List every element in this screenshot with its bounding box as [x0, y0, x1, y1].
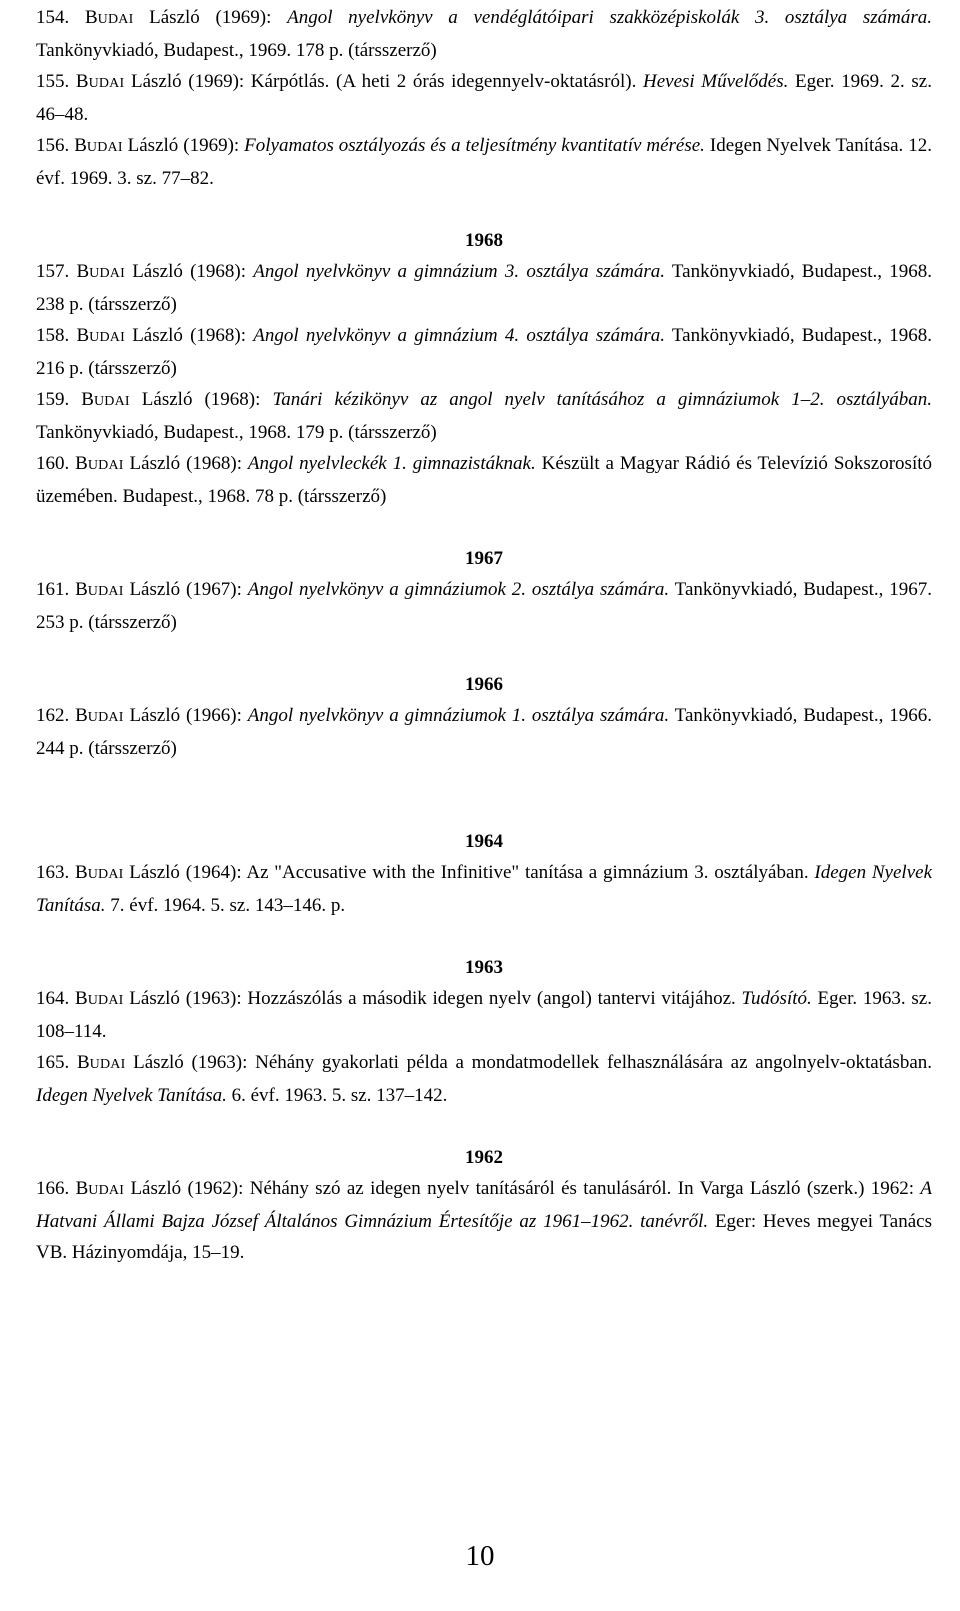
- entry-title: Angol nyelvkönyv a gimnázium 3. osztálya számára.: [253, 261, 665, 282]
- entry-number: 154.: [36, 7, 70, 28]
- author-smallcaps: UDAI: [89, 1057, 126, 1072]
- entry-title: Angol nyelvkönyv a gimnáziumok 1. osztálya számára.: [247, 705, 670, 726]
- entry-rest: Tankönyvkiadó, Budapest., 1968. 179 p. (társszerző): [36, 422, 437, 443]
- year-heading: 1968: [465, 230, 503, 251]
- author-initial: B: [76, 1052, 90, 1073]
- entry-number: 162.: [36, 705, 70, 726]
- entry-title: Angol nyelvkönyv a vendéglátóipari szakközépiskolák 3. osztálya számára.: [287, 7, 933, 28]
- bibliography-entry: [36, 1047, 932, 1111]
- author-rest: László (1969): Kárpótlás. (A heti 2 órás idegennyelv-oktatásról).: [124, 71, 643, 92]
- bibliography-entry: [36, 384, 932, 448]
- entry-title: Tudósító.: [741, 988, 812, 1009]
- author-rest: László (1969):: [122, 135, 245, 156]
- entry-title: Folyamatos osztályozás és a teljesítmény kvantitatív mérése.: [244, 135, 705, 156]
- author-initial: B: [76, 325, 90, 346]
- author-rest: László (1963): Néhány gyakorlati példa a mondatmodellek felhasználására az angolnyelv-oktatásban.: [125, 1052, 933, 1073]
- author-rest: László (1963): Hozzászólás a második idegen nyelv (angol) tantervi vitájához.: [123, 988, 742, 1009]
- year-heading: 1962: [465, 1147, 503, 1168]
- entry-rest: Eger. 1963. sz. 108–114.: [36, 988, 932, 1042]
- author-smallcaps: UDAI: [87, 458, 124, 473]
- entry-rest: Tankönyvkiadó, Budapest., 1968. 238 p. (társszerző): [36, 261, 932, 315]
- entry-rest: Tankönyvkiadó, Budapest., 1968. 216 p. (társszerző): [36, 325, 932, 379]
- year-section: [36, 1142, 932, 1268]
- author-initial: B: [75, 1178, 89, 1199]
- author-initial: B: [75, 988, 88, 1009]
- author-initial: B: [75, 453, 88, 474]
- author-initial: B: [74, 135, 87, 156]
- author-rest: László (1968):: [129, 389, 273, 410]
- entry-title: Idegen Nyelvek Tanítása.: [36, 862, 933, 916]
- year-section: [36, 225, 932, 512]
- bibliography-entry: [36, 320, 932, 384]
- bibliography-entry: [36, 448, 932, 512]
- author-rest: László (1969):: [133, 7, 288, 28]
- author-smallcaps: UDAI: [87, 584, 124, 599]
- author-smallcaps: UDAI: [86, 140, 123, 155]
- year-heading: 1966: [465, 674, 503, 695]
- author-initial: B: [84, 7, 98, 28]
- entry-rest: Eger: Heves megyei Tanács VB. Házinyomdája, 15–19.: [36, 1211, 932, 1263]
- entry-title: Idegen Nyelvek Tanítása.: [36, 1085, 227, 1106]
- year-section: [36, 543, 932, 638]
- entry-rest: Idegen Nyelvek Tanítása. 12. évf. 1969. 3. sz. 77–82.: [36, 135, 932, 189]
- entry-title: Angol nyelvkönyv a gimnáziumok 2. osztálya számára.: [247, 579, 670, 600]
- author-smallcaps: UDAI: [87, 993, 124, 1008]
- entry-number: 165.: [36, 1052, 70, 1073]
- author-rest: László (1968):: [123, 453, 248, 474]
- author-initial: B: [75, 579, 88, 600]
- year-section: [36, 669, 932, 764]
- author-smallcaps: UDAI: [93, 394, 130, 409]
- author-rest: László (1966):: [123, 705, 248, 726]
- entry-rest: Tankönyvkiadó, Budapest., 1967. 253 p. (társszerző): [36, 579, 933, 633]
- bibliography-entry: [36, 2, 932, 66]
- entry-number: 159.: [36, 389, 70, 410]
- bibliography-entry: [36, 256, 932, 320]
- bibliography-entry: [36, 130, 932, 194]
- year-section: [36, 952, 932, 1111]
- entry-title: Angol nyelvkönyv a gimnázium 4. osztálya számára.: [253, 325, 665, 346]
- bibliography-entry: [36, 66, 932, 130]
- author-smallcaps: UDAI: [89, 266, 125, 281]
- author-initial: B: [75, 71, 89, 92]
- entry-rest: Tankönyvkiadó, Budapest., 1969. 178 p. (társszerző): [36, 40, 437, 61]
- entry-number: 161.: [36, 579, 70, 600]
- entry-number: 164.: [36, 988, 70, 1009]
- entry-rest: 6. évf. 1963. 5. sz. 137–142.: [226, 1085, 448, 1106]
- entry-rest: Eger. 1969. 2. sz. 46–48.: [36, 71, 932, 125]
- entry-number: 158.: [36, 325, 70, 346]
- author-smallcaps: UDAI: [89, 330, 125, 345]
- author-initial: B: [81, 389, 94, 410]
- entry-title: Angol nyelvleckék 1. gimnazistáknak.: [247, 453, 536, 474]
- author-rest: László (1968):: [124, 261, 254, 282]
- bibliography-entry: [36, 1173, 932, 1268]
- year-heading: 1964: [465, 831, 503, 852]
- entry-rest: Tankönyvkiadó, Budapest., 1966. 244 p. (társszerző): [36, 705, 933, 759]
- author-smallcaps: UDAI: [97, 12, 134, 27]
- entry-number: 156.: [36, 135, 70, 156]
- author-initial: B: [76, 261, 90, 282]
- bibliography-page: [36, 0, 932, 1268]
- entry-number: 155.: [36, 71, 70, 92]
- entry-number: 163.: [36, 862, 70, 883]
- bibliography-entry: [36, 983, 932, 1047]
- author-initial: B: [75, 705, 88, 726]
- bibliography-entry: [36, 857, 932, 921]
- entry-number: 166.: [36, 1178, 70, 1199]
- author-smallcaps: UDAI: [87, 710, 124, 725]
- year-heading: 1963: [465, 957, 503, 978]
- author-smallcaps: UDAI: [88, 76, 125, 91]
- entry-title: A Hatvani Állami Bajza József Általános Gimnázium Értesítője az 1961–1962. tanévről.: [36, 1178, 933, 1232]
- bibliography-entry: [36, 700, 932, 764]
- author-rest: László (1962): Néhány szó az idegen nyelv tanításáról és tanulásáról. In Varga László (szerk.) 1962:: [124, 1178, 921, 1199]
- year-section: [36, 826, 932, 921]
- author-initial: B: [75, 862, 88, 883]
- author-rest: László (1967):: [123, 579, 248, 600]
- bibliography-entry: [36, 574, 932, 638]
- author-rest: László (1964): Az "Accusative with the Infinitive" tanítása a gimnázium 3. osztályában.: [123, 862, 815, 883]
- year-heading: 1967: [465, 548, 503, 569]
- entry-number: 157.: [36, 261, 70, 282]
- entry-number: 160.: [36, 453, 70, 474]
- author-rest: László (1968):: [124, 325, 254, 346]
- page-number: 10: [465, 1540, 495, 1572]
- entry-rest: Készült a Magyar Rádió és Televízió Sokszorosító üzemében. Budapest., 1968. 78 p. (társszerző): [36, 453, 933, 507]
- entry-title: Tanári kézikönyv az angol nyelv tanításához a gimnáziumok 1–2. osztályában.: [272, 389, 933, 410]
- year-section: [36, 2, 932, 194]
- author-smallcaps: UDAI: [87, 867, 124, 882]
- author-smallcaps: UDAI: [88, 1183, 125, 1198]
- entry-title: Hevesi Művelődés.: [642, 71, 789, 92]
- entry-rest: 7. évf. 1964. 5. sz. 143–146. p.: [105, 895, 346, 916]
